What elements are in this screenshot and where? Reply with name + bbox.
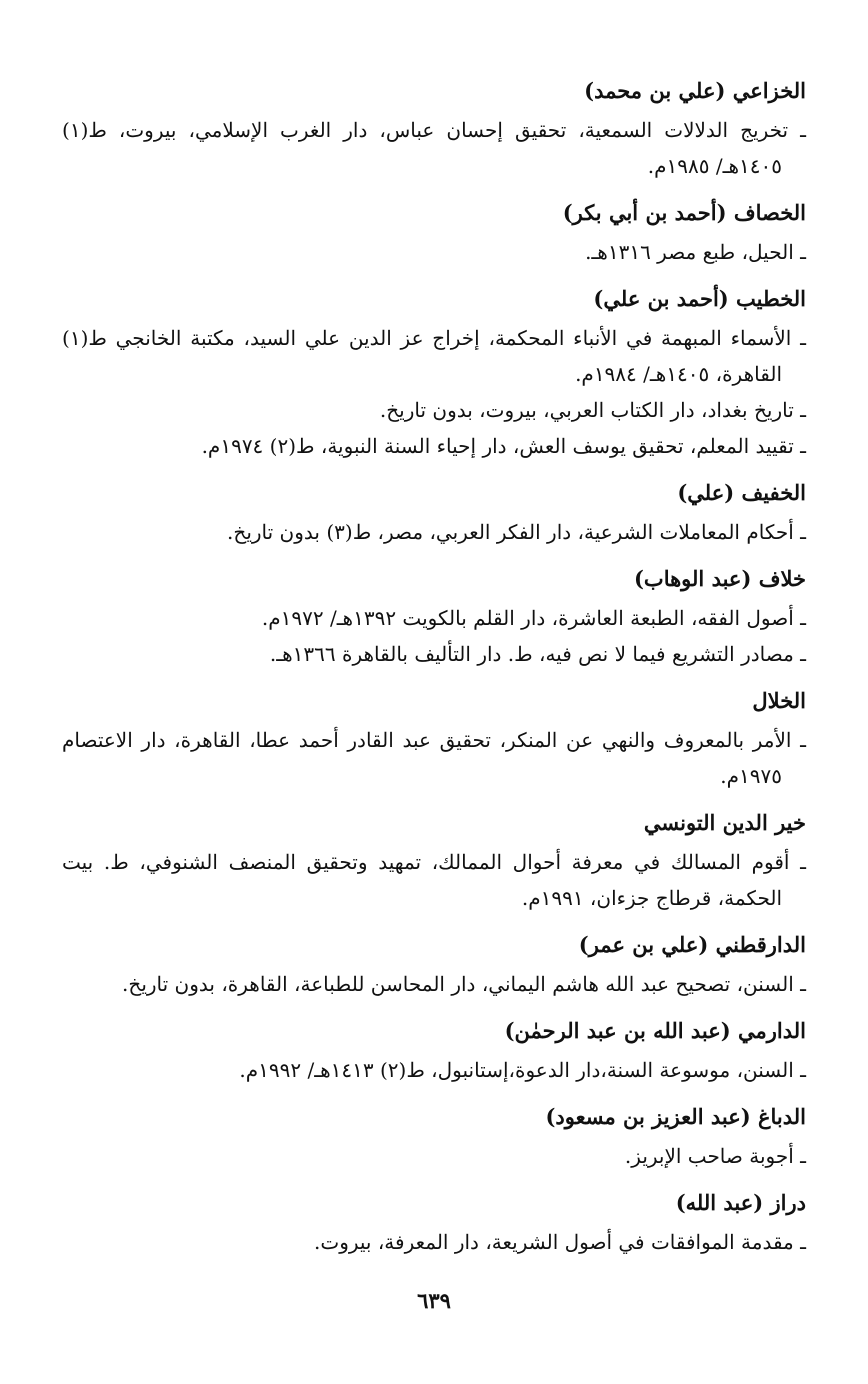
author-heading: الدارقطني (علي بن عمر) [578,932,806,957]
bibliography-entry [62,192,806,270]
work-citation: ـ أجوبة صاحب الإبريز. [624,1144,806,1168]
bibliography-entry [62,1010,806,1088]
author-heading: خلاف (عبد الوهاب) [634,566,806,591]
bibliography-entry [62,924,806,1002]
author-heading: الدباغ (عبد العزيز بن مسعود) [545,1104,806,1129]
work-citation: ـ تخريج الدلالات السمعية، تحقيق إحسان عباس، دار الغرب الإسلامي، بيروت، ط(١) ١٤٠٥هـ/ ١٩٨٥م. [62,118,806,178]
author-heading: الخلال [752,688,806,713]
bibliography-entry [62,70,806,184]
bibliography-entry [62,1096,806,1174]
author-heading: الخفيف (علي) [677,480,806,505]
bibliography-entry [62,1182,806,1260]
work-citation: ـ أقوم المسالك في معرفة أحوال الممالك، تمهيد وتحقيق المنصف الشنوفي، ط. بيت الحكمة، قرطاج جزءان، ١٩٩١م. [62,850,806,910]
work-citation: ـ أصول الفقه، الطبعة العاشرة، دار القلم بالكويت ١٣٩٢هـ/ ١٩٧٢م. [261,606,806,630]
work-citation: ـ تاريخ بغداد، دار الكتاب العربي، بيروت، بدون تاريخ. [379,398,806,422]
work-citation: ـ السنن، موسوعة السنة،دار الدعوة،إستانبول، ط(٢) ١٤١٣هـ/ ١٩٩٢م. [239,1058,806,1082]
work-citation: ـ الأسماء المبهمة في الأنباء المحكمة، إخراج عز الدين علي السيد، مكتبة الخانجي ط(١) القاهرة، ١٤٠٥هـ/ ١٩٨٤م. [62,326,806,386]
work-citation: ـ السنن، تصحيح عبد الله هاشم اليماني، دار المحاسن للطباعة، القاهرة، بدون تاريخ. [122,972,806,996]
page-number: ٦٣٩ [417,1288,451,1313]
author-heading: الدارمي (عبد الله بن عبد الرحمٰن) [504,1018,806,1043]
bibliography-entry [62,472,806,550]
author-heading: الخزاعي (علي بن محمد) [584,78,806,103]
work-citation: ـ مقدمة الموافقات في أصول الشريعة، دار المعرفة، بيروت. [314,1230,806,1254]
bibliography-list [62,70,806,1260]
work-citation: ـ أحكام المعاملات الشرعية، دار الفكر العربي، مصر، ط(٣) بدون تاريخ. [227,520,806,544]
author-heading: الخصاف (أحمد بن أبي بكر) [562,200,806,225]
work-citation: ـ الحيل، طبع مصر ١٣١٦هـ. [585,240,806,264]
work-citation: ـ الأمر بالمعروف والنهي عن المنكر، تحقيق عبد القادر أحمد عطا، القاهرة، دار الاعتصام ١٩٧٥م. [62,728,806,788]
author-heading: الخطيب (أحمد بن علي) [593,286,806,311]
work-citation: ـ تقييد المعلم، تحقيق يوسف العش، دار إحياء السنة النبوية، ط(٢) ١٩٧٤م. [201,434,806,458]
author-heading: دراز (عبد الله) [675,1190,806,1215]
bibliography-entry [62,278,806,464]
work-citation: ـ مصادر التشريع فيما لا نص فيه، ط. دار التأليف بالقاهرة ١٣٦٦هـ. [269,642,806,666]
bibliography-entry [62,802,806,916]
bibliography-entry [62,680,806,794]
bibliography-entry [62,558,806,672]
author-heading: خير الدين التونسي [643,810,806,835]
